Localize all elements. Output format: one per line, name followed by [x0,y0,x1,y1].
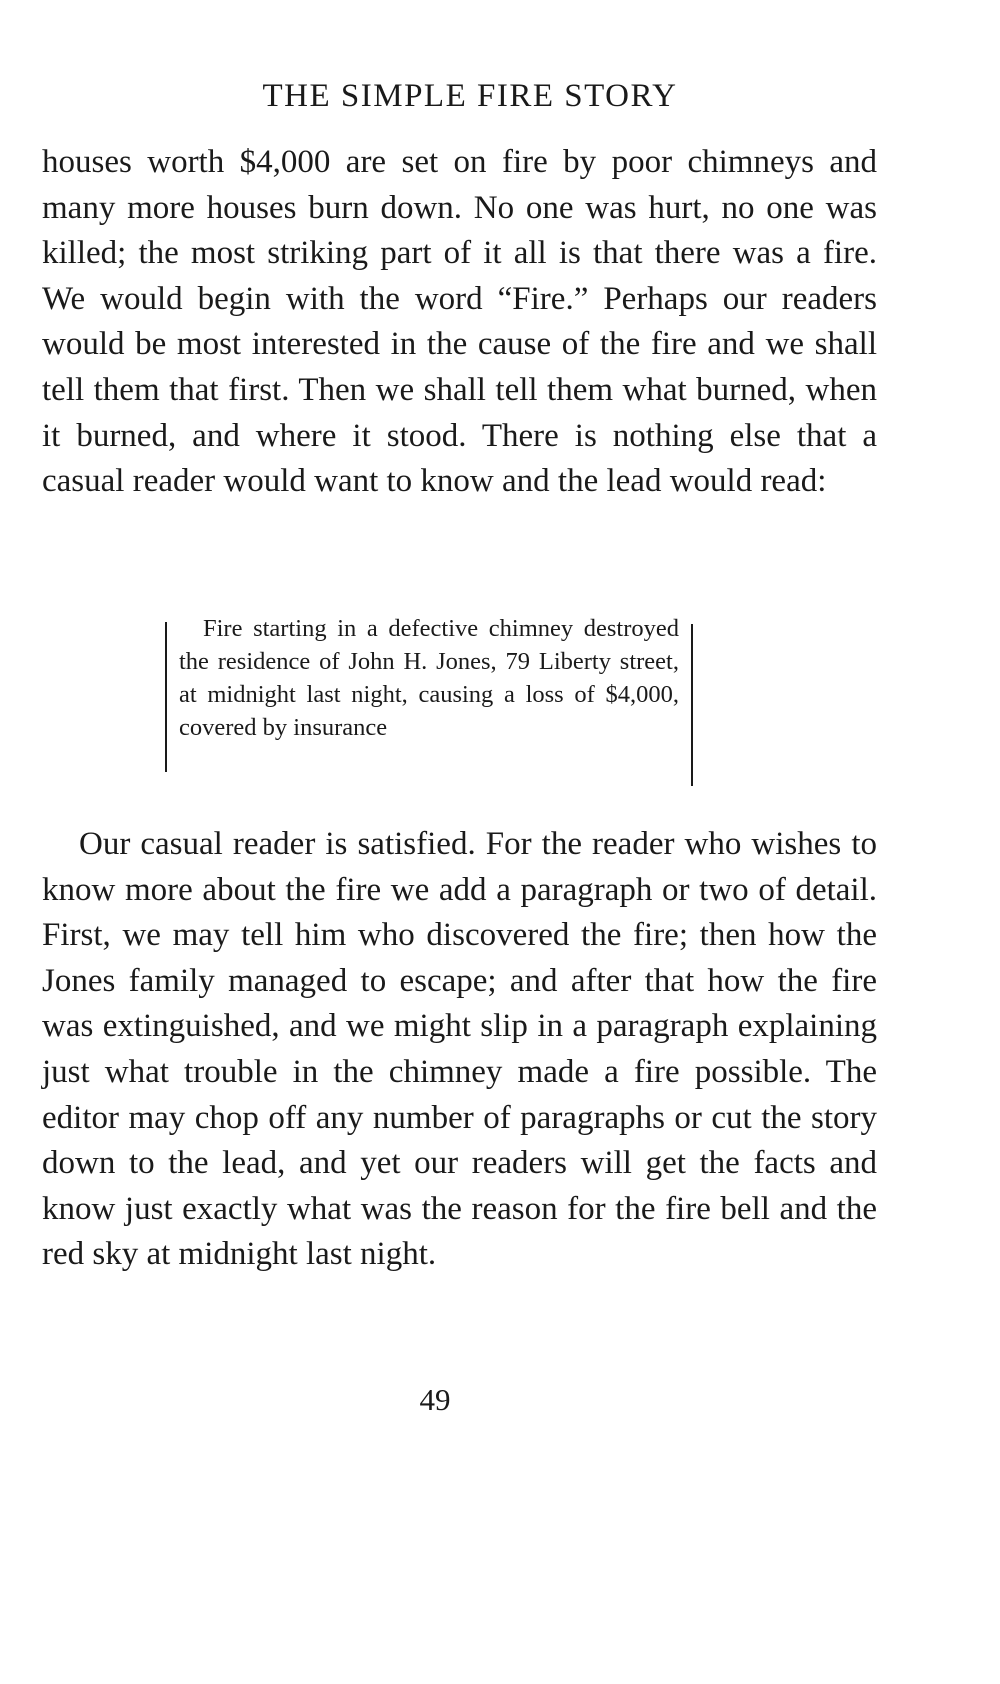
lead-left-rule [165,622,167,772]
running-head-title: THE SIMPLE FIRE STORY [262,78,678,114]
page-number: 49 [419,1382,451,1417]
lead-example-block [165,612,693,788]
lead-example-text: Fire starting in a defective chimney destroyed the residence of John H. Jones, 79 Liberty street, at midnight last night, causing a loss of $4,000, covered by insurance [179,615,679,741]
body-paragraph-1: houses worth $4,000 are set on fire by poor chimneys and many more houses burn down. No one was hurt, no one was killed; the most striking part of it all is that there was a fire. We would begin with the word “Fire.” Perhaps our readers would be most interested in the cause of the fire and we shall tell them that first. Then we shall tell them what burned, when it burned, and where it stood. There is nothing else that a casual reader would want to know and the lead would read: [42,144,877,500]
body-paragraph-2: Our casual reader is satisfied. For the reader who wishes to know more about the fire we add a paragraph or two of detail. First, we may tell him who discovered the fire; then how the Jones family managed to escape; and after that how the fire was extinguished, and we might slip in a paragraph explaining just what trouble in the chimney made a fire possible. The editor may chop off any number of paragraphs or cut the story down to the lead, and yet our readers will get the facts and know just exactly what was the reason for the fire bell and the red sky at midnight last night. [42,826,877,1273]
lead-right-rule [691,624,693,786]
